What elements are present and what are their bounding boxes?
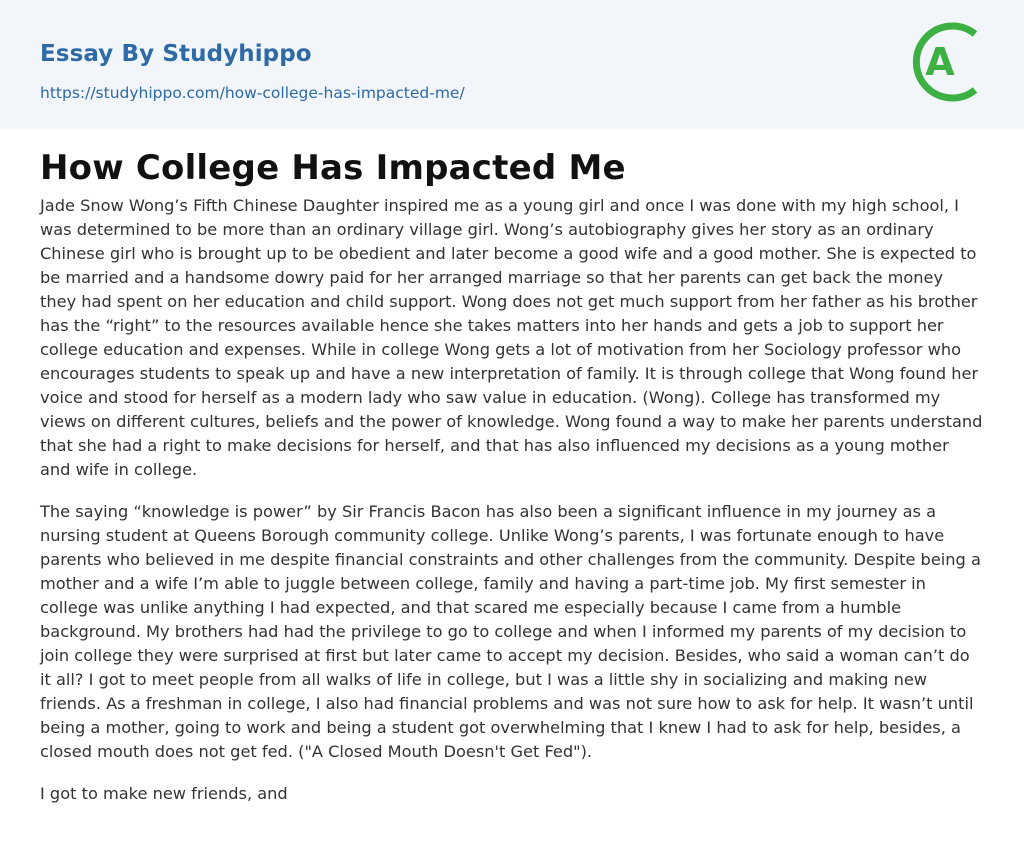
essay-paragraph-1: Jade Snow Wong’s Fifth Chinese Daughter inspired me as a young girl and once I was done with my high school, I was determined to be more than an ordinary village girl. Wong’s autobiography gives her story as an ordinary Chinese girl who is brought up to be obedient and later become a good wife and a good mother. She is expected to be married and a handsome dowry paid for her arranged marriage so that her parents can get back the money they had spent on her education and child support. Wong does not get much support from her father as his brother has the “right” to the resources available hence she takes matters into her hands and gets a job to support her college education and expenses. While in college Wong gets a lot of motivation from her Sociology professor who encourages students to speak up and have a new interpretation of family. It is through college that Wong found her voice and stood for herself as a modern lady who saw value in education. (Wong). College has transformed my views on different cultures, beliefs and the power of knowledge. Wong found a way to make her parents understand that she had a right to make decisions for herself, and that has also influenced my decisions as a young mother and wife in college.	[40, 196, 983, 479]
essay-title: How College Has Impacted Me	[40, 148, 626, 188]
essay-content	[40, 145, 984, 824]
site-header	[0, 0, 1024, 129]
essay-paragraph-2: The saying “knowledge is power” by Sir Francis Bacon has also been a significant influence in my journey as a nursing student at Queens Borough community college. Unlike Wong’s parents, I was fortunate enough to have parents who believed in me despite financial constraints and other challenges from the community. Despite being a mother and a wife I’m able to juggle between college, family and having a part-time job. My first semester in college was unlike anything I had expected, and that scared me especially because I came from a humble background. My brothers had had the privilege to go to college and when I informed my parents of my decision to join college they were surprised at first but later came to accept my decision. Besides, who said a woman can’t do it all? I got to meet people from all walks of life in college, but I was a little shy in socializing and making new friends. As a freshman in college, I also had financial problems and was not sure how to ask for help. It wasn’t until being a mother, going to work and being a student got overwhelming that I knew I had to ask for help, besides, a closed mouth does not get fed. ("A Closed Mouth Doesn't Get Fed").	[40, 502, 981, 761]
studyhippo-logo-icon[interactable]	[910, 17, 990, 107]
essay-paragraph-3: I got to make new friends, and	[40, 784, 288, 803]
logo-letter: A	[925, 40, 955, 84]
essay-url-link[interactable]: https://studyhippo.com/how-college-has-impacted-me/	[40, 84, 465, 102]
brand-title[interactable]: Essay By Studyhippo	[40, 41, 312, 67]
